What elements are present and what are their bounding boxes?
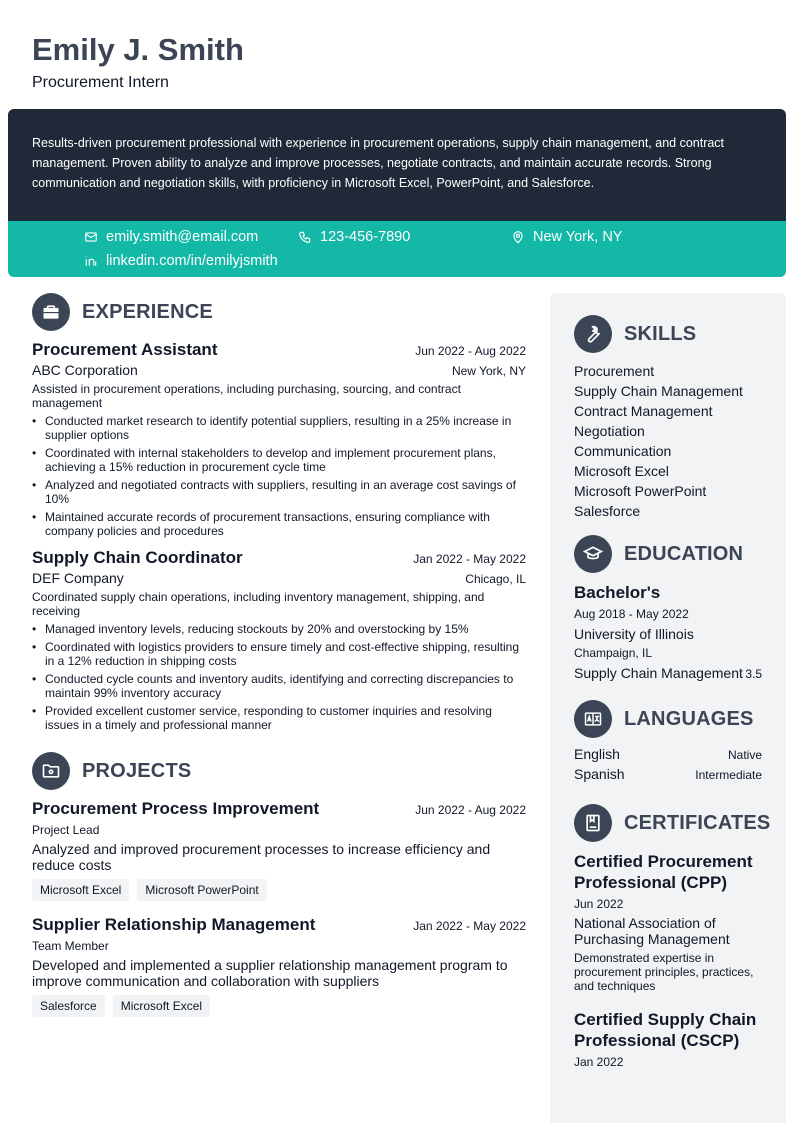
project-title: Supplier Relationship Management: [32, 915, 316, 934]
cert-date: Jun 2022: [574, 897, 624, 911]
project-tags: [32, 879, 526, 901]
folder-icon: [32, 752, 70, 790]
bullet: • Coordinated with internal stakeholders to develop and implement procurement plans, achieving a 15% reduction in procurement cycle time: [32, 446, 526, 474]
location-text: New York, NY: [533, 229, 623, 245]
tag: Microsoft PowerPoint: [137, 879, 266, 901]
tag: Microsoft Excel: [113, 995, 210, 1017]
edu-degree: Bachelor's: [574, 583, 661, 602]
contact-bar: [8, 221, 786, 277]
translate-icon: [574, 700, 612, 738]
tag: Microsoft Excel: [32, 879, 129, 901]
languages-heading: [574, 700, 762, 738]
bullet: • Provided excellent customer service, responding to customer inquiries and resolving issues in a timely and professional manner: [32, 704, 526, 732]
education-title: EDUCATION: [624, 542, 744, 565]
education-item: [574, 583, 762, 682]
experience-title: EXPERIENCE: [82, 300, 213, 323]
skills-heading: [574, 315, 762, 353]
language-item: [574, 766, 762, 786]
edu-school: University of Illinois: [574, 626, 694, 642]
job-description: Assisted in procurement operations, including purchasing, sourcing, and contract management: [32, 382, 461, 410]
language-level: Native: [727, 748, 762, 762]
edu-field: Supply Chain Management: [574, 665, 743, 681]
location-pin-icon: [511, 230, 525, 244]
language-name: Spanish: [574, 766, 625, 782]
skill-item: Procurement: [574, 363, 655, 379]
skill-item: Communication: [574, 443, 672, 459]
project-item: [32, 915, 526, 1017]
certificate-item: [574, 1009, 762, 1070]
tag: Salesforce: [32, 995, 105, 1017]
project-dates: Jun 2022 - Aug 2022: [415, 803, 526, 817]
job-title: Procurement Assistant: [32, 340, 218, 359]
edu-field-row: [574, 664, 762, 682]
linkedin-icon: [84, 254, 98, 268]
project-role: Team Member: [32, 939, 109, 953]
job-title: Supply Chain Coordinator: [32, 548, 243, 567]
resume-header: [32, 30, 244, 92]
main-column: [32, 293, 526, 1017]
skill-item: Contract Management: [574, 403, 713, 419]
experience-item: [32, 340, 526, 538]
bullet: • Analyzed and negotiated contracts with suppliers, resulting in an average cost savings of 10%: [32, 478, 526, 506]
sidebar: [550, 293, 786, 1123]
job-description: Coordinated supply chain operations, including inventory management, shipping, and receiving: [32, 590, 485, 618]
job-bullets: [32, 622, 526, 732]
job-bullets: [32, 414, 526, 538]
contact-location: [511, 227, 622, 247]
cert-issuer: National Association of Purchasing Management: [574, 915, 730, 947]
cert-title: Certified Supply Chain Professional (CSCP): [574, 1010, 757, 1050]
education-heading: [574, 535, 762, 573]
cert-description: Demonstrated expertise in procurement principles, practices, and techniques: [574, 951, 754, 993]
languages-title: LANGUAGES: [624, 707, 754, 730]
briefcase-icon: [32, 293, 70, 331]
certificate-item: [574, 851, 762, 993]
phone-text: 123-456-7890: [320, 229, 411, 245]
project-dates: Jan 2022 - May 2022: [413, 919, 526, 933]
job-location: Chicago, IL: [465, 572, 526, 586]
job-dates: Jan 2022 - May 2022: [413, 552, 526, 566]
wrench-icon: [574, 315, 612, 353]
cert-date: Jan 2022: [574, 1055, 624, 1069]
certificates-heading: [574, 804, 771, 842]
language-level: Intermediate: [695, 768, 762, 782]
skill-item: Microsoft PowerPoint: [574, 483, 707, 499]
skill-item: Supply Chain Management: [574, 383, 743, 399]
project-title: Procurement Process Improvement: [32, 799, 320, 818]
email-text: emily.smith@email.com: [106, 229, 259, 245]
language-name: English: [574, 746, 620, 762]
bullet: • Maintained accurate records of procurement transactions, ensuring compliance with company policies and procedures: [32, 510, 526, 538]
edu-gpa: 3.5: [745, 667, 762, 681]
languages-list: [574, 746, 762, 786]
contact-phone[interactable]: [298, 227, 410, 247]
job-location: New York, NY: [451, 364, 526, 378]
linkedin-text: linkedin.com/in/emilyjsmith: [106, 253, 278, 269]
candidate-name: Emily J. Smith: [32, 32, 244, 67]
phone-icon: [298, 230, 312, 244]
experience-item: [32, 548, 526, 732]
skills-list: [574, 361, 762, 521]
bullet: • Coordinated with logistics providers to ensure timely and cost-effective shipping, resulting in a 12% reduction in shipping costs: [32, 640, 526, 668]
contact-email[interactable]: [84, 227, 258, 247]
skill-item: Salesforce: [574, 503, 641, 519]
job-company: ABC Corporation: [32, 362, 138, 378]
skill-item: Microsoft Excel: [574, 463, 669, 479]
edu-location: Champaign, IL: [574, 646, 653, 660]
job-company: DEF Company: [32, 570, 124, 586]
projects-title: PROJECTS: [82, 759, 192, 782]
project-description: Analyzed and improved procurement processes to increase efficiency and reduce costs: [32, 841, 491, 873]
summary-box: Results-driven procurement professional with experience in procurement operations, supply chain management, and contract management. Proven ability to analyze and improve processes, negotiate contracts, and maintain accurate records. Strong communication and negotiation skills, with proficiency in Microsoft Excel, PowerPoint, and Salesforce.: [8, 109, 786, 221]
skills-title: SKILLS: [624, 322, 697, 345]
edu-dates: Aug 2018 - May 2022: [574, 607, 689, 621]
contact-linkedin[interactable]: [84, 251, 278, 271]
project-item: [32, 799, 526, 901]
projects-heading: [32, 752, 526, 790]
language-item: [574, 746, 762, 766]
project-tags: [32, 995, 526, 1017]
skill-item: Negotiation: [574, 423, 645, 439]
certificates-title: CERTIFICATES: [624, 811, 771, 834]
graduation-cap-icon: [574, 535, 612, 573]
project-description: Developed and implemented a supplier relationship management program to improve communication and collaboration with suppliers: [32, 957, 508, 989]
cert-title: Certified Procurement Professional (CPP): [574, 852, 753, 892]
bullet: • Managed inventory levels, reducing stockouts by 20% and overstocking by 15%: [32, 622, 526, 636]
certificate-book-icon: [574, 804, 612, 842]
candidate-role: Procurement Intern: [32, 74, 169, 91]
bullet: • Conducted cycle counts and inventory audits, identifying and correcting discrepancies to maintain 99% inventory accuracy: [32, 672, 526, 700]
bullet: • Conducted market research to identify potential suppliers, resulting in a 25% increase in supplier options: [32, 414, 526, 442]
job-dates: Jun 2022 - Aug 2022: [415, 344, 526, 358]
experience-heading: [32, 293, 526, 331]
project-role: Project Lead: [32, 823, 100, 837]
email-icon: [84, 230, 98, 244]
